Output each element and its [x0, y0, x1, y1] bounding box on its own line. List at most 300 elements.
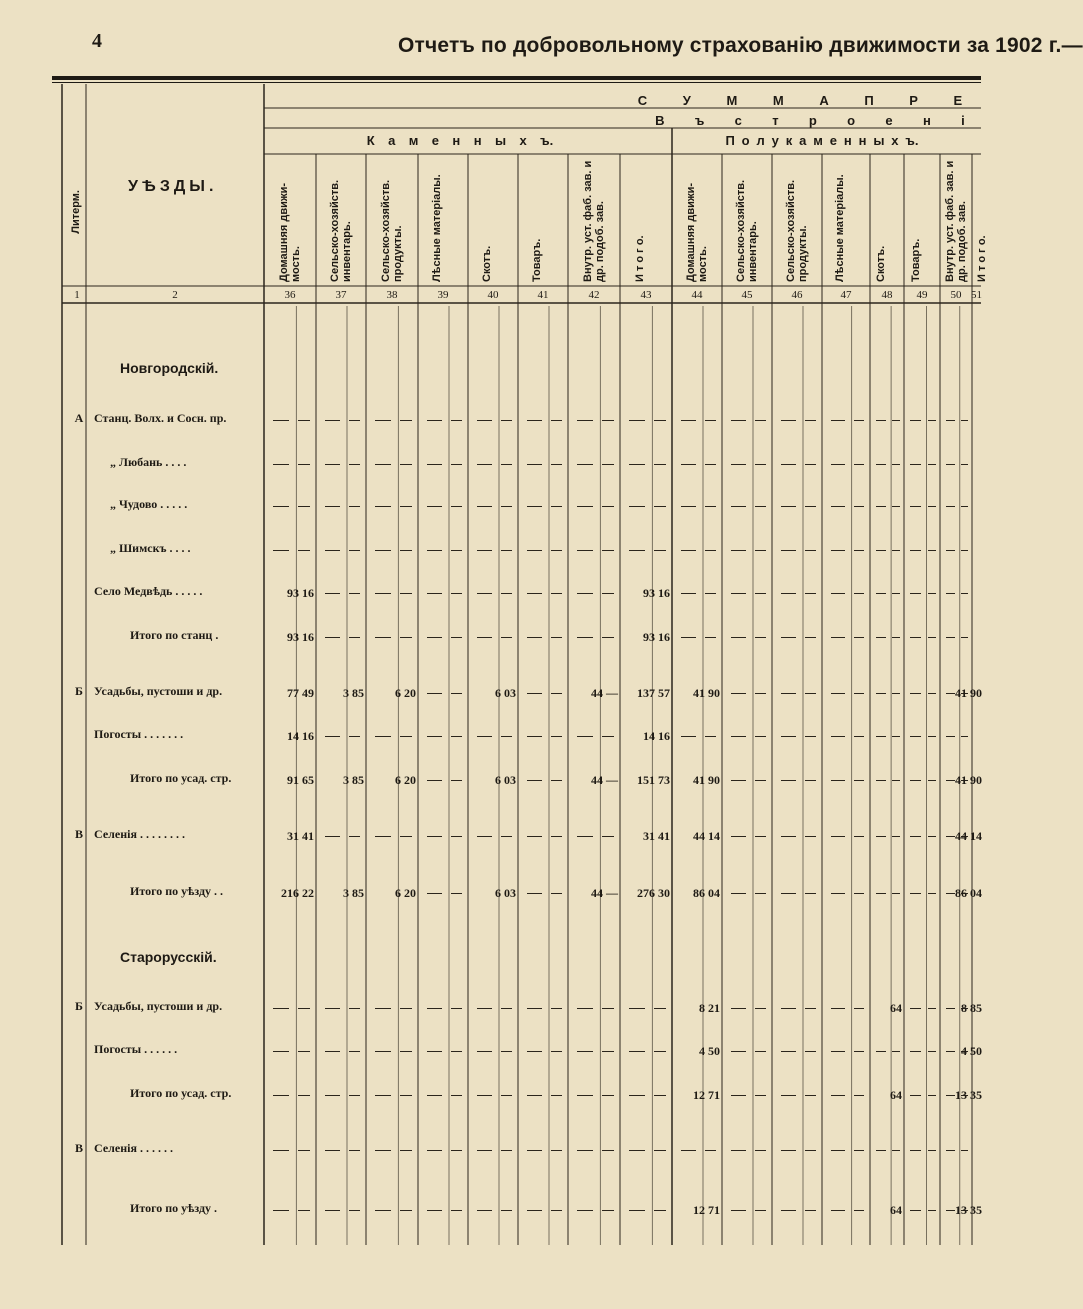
empty-dash — [298, 550, 309, 551]
band-summa-letter: А — [819, 93, 829, 108]
empty-dash — [910, 1095, 921, 1096]
column-header: Сельско-хозяйств. продукты. — [380, 179, 404, 282]
empty-dash — [427, 464, 442, 465]
empty-dash — [325, 1150, 340, 1151]
column-header: И т о г о. — [976, 235, 988, 282]
column-number: 45 — [741, 289, 753, 301]
empty-dash — [629, 1095, 645, 1096]
table-cell: 137 57 — [637, 686, 670, 700]
empty-dash — [577, 550, 593, 551]
row-label: Итого по усад. стр. — [130, 1086, 232, 1100]
empty-dash — [602, 1150, 613, 1151]
empty-dash — [273, 464, 289, 465]
empty-dash — [298, 1051, 309, 1052]
table-cell: 3 85 — [343, 686, 364, 700]
empty-dash — [427, 420, 442, 421]
empty-dash — [876, 464, 886, 465]
table-cell: 44 — — [591, 886, 618, 900]
empty-dash — [298, 420, 309, 421]
group-stone-letter: н — [452, 133, 461, 148]
group-semi-letter: о — [741, 133, 750, 148]
empty-dash — [946, 506, 956, 507]
empty-dash — [731, 1095, 746, 1096]
empty-dash — [400, 1008, 411, 1009]
empty-dash — [781, 593, 796, 594]
row-letter: Б — [75, 999, 83, 1013]
empty-dash — [551, 1095, 562, 1096]
empty-dash — [681, 593, 696, 594]
empty-dash — [349, 420, 360, 421]
empty-dash — [427, 893, 442, 894]
table-cell: 93 16 — [643, 586, 670, 600]
empty-dash — [451, 836, 462, 837]
empty-dash — [375, 420, 391, 421]
empty-dash — [427, 693, 442, 694]
empty-dash — [928, 1150, 936, 1151]
table-cell: 64 — [890, 1001, 902, 1015]
row-letter: В — [74, 1141, 83, 1155]
column-number: 42 — [588, 289, 600, 301]
empty-dash — [755, 780, 766, 781]
empty-dash — [501, 1008, 512, 1009]
empty-dash — [928, 420, 936, 421]
table-cell: 8 85 — [961, 1001, 982, 1015]
empty-dash — [831, 464, 845, 465]
empty-dash — [755, 593, 766, 594]
empty-dash — [477, 464, 492, 465]
empty-dash — [805, 593, 816, 594]
empty-dash — [892, 1150, 899, 1151]
empty-dash — [477, 1210, 492, 1211]
empty-dash — [805, 464, 816, 465]
empty-dash — [400, 1051, 411, 1052]
empty-dash — [451, 593, 462, 594]
empty-dash — [731, 420, 746, 421]
empty-dash — [577, 637, 593, 638]
empty-dash — [527, 693, 542, 694]
empty-dash — [928, 1051, 936, 1052]
empty-dash — [681, 1150, 696, 1151]
band-v-stroeni-letter: т — [772, 113, 779, 128]
empty-dash — [629, 506, 645, 507]
band-summa-letter: С — [637, 93, 648, 108]
empty-dash — [427, 1095, 442, 1096]
row-letter: Б — [75, 684, 83, 698]
empty-dash — [602, 1051, 613, 1052]
empty-dash — [654, 1095, 665, 1096]
empty-dash — [527, 1051, 542, 1052]
empty-dash — [551, 1008, 562, 1009]
column-header: Домашняя движи- мость. — [685, 182, 709, 282]
empty-dash — [961, 736, 968, 737]
empty-dash — [477, 593, 492, 594]
empty-dash — [831, 893, 845, 894]
empty-dash — [755, 420, 766, 421]
empty-dash — [527, 593, 542, 594]
empty-dash — [928, 550, 936, 551]
column-header: Лѣсные матеріалы. — [834, 174, 846, 282]
empty-dash — [501, 736, 512, 737]
group-semi-letter: ы — [873, 133, 885, 148]
band-v-stroeni-letter: о — [847, 113, 856, 128]
empty-dash — [961, 506, 968, 507]
empty-dash — [629, 1150, 645, 1151]
empty-dash — [854, 1095, 865, 1096]
empty-dash — [629, 1051, 645, 1052]
column-header: Товаръ. — [910, 238, 922, 282]
empty-dash — [731, 1008, 746, 1009]
empty-dash — [551, 736, 562, 737]
empty-dash — [602, 1008, 613, 1009]
empty-dash — [501, 550, 512, 551]
empty-dash — [273, 420, 289, 421]
empty-dash — [527, 1095, 542, 1096]
empty-dash — [654, 420, 665, 421]
table-cell: 41 90 — [955, 686, 982, 700]
empty-dash — [755, 1210, 766, 1211]
row-label: Итого по уѣзду . — [130, 1201, 218, 1215]
column-header: Лѣсные матеріалы. — [431, 174, 443, 282]
empty-dash — [273, 1051, 289, 1052]
empty-dash — [551, 550, 562, 551]
empty-dash — [427, 637, 442, 638]
empty-dash — [854, 593, 865, 594]
empty-dash — [805, 506, 816, 507]
empty-dash — [961, 1150, 968, 1151]
empty-dash — [910, 1008, 921, 1009]
band-summa-letter: Е — [953, 93, 963, 108]
empty-dash — [477, 1150, 492, 1151]
empty-dash — [805, 1150, 816, 1151]
table-cell: 31 41 — [643, 829, 670, 843]
empty-dash — [805, 550, 816, 551]
empty-dash — [805, 780, 816, 781]
column-header: Сельско-хозяйств. инвентарь. — [735, 179, 759, 282]
empty-dash — [577, 1051, 593, 1052]
empty-dash — [451, 780, 462, 781]
table-cell: 4 50 — [961, 1044, 982, 1058]
empty-dash — [876, 1150, 886, 1151]
empty-dash — [831, 550, 845, 551]
empty-dash — [928, 637, 936, 638]
empty-dash — [854, 506, 865, 507]
empty-dash — [854, 893, 865, 894]
row-label: „ Любань . . . . — [110, 455, 187, 469]
empty-dash — [273, 550, 289, 551]
empty-dash — [831, 693, 845, 694]
band-v-stroeni-letter: і — [961, 113, 965, 128]
empty-dash — [755, 1051, 766, 1052]
empty-dash — [831, 420, 845, 421]
empty-dash — [527, 420, 542, 421]
empty-dash — [910, 1150, 921, 1151]
empty-dash — [928, 893, 936, 894]
empty-dash — [375, 1095, 391, 1096]
empty-dash — [551, 464, 562, 465]
empty-dash — [781, 780, 796, 781]
empty-dash — [831, 637, 845, 638]
empty-dash — [854, 1051, 865, 1052]
empty-dash — [928, 1008, 936, 1009]
column-header: Скотъ. — [875, 245, 887, 282]
column-header: И т о г о. — [634, 235, 646, 282]
empty-dash — [527, 836, 542, 837]
empty-dash — [602, 550, 613, 551]
band-summa-letter: Р — [909, 93, 918, 108]
group-stone-letter: е — [431, 133, 439, 148]
empty-dash — [298, 1210, 309, 1211]
empty-dash — [551, 836, 562, 837]
empty-dash — [892, 593, 899, 594]
empty-dash — [577, 1095, 593, 1096]
empty-dash — [755, 506, 766, 507]
empty-dash — [451, 1095, 462, 1096]
empty-dash — [501, 420, 512, 421]
band-summa-letter: М — [772, 93, 784, 108]
empty-dash — [805, 736, 816, 737]
empty-dash — [527, 1008, 542, 1009]
empty-dash — [946, 1150, 956, 1151]
empty-dash — [755, 464, 766, 465]
table-cell: 8 21 — [699, 1001, 720, 1015]
empty-dash — [805, 637, 816, 638]
empty-dash — [731, 1150, 746, 1151]
table-cell: 6 03 — [495, 773, 516, 787]
empty-dash — [427, 550, 442, 551]
empty-dash — [477, 836, 492, 837]
empty-dash — [375, 1008, 391, 1009]
empty-dash — [731, 693, 746, 694]
empty-dash — [501, 593, 512, 594]
empty-dash — [400, 1095, 411, 1096]
empty-dash — [629, 1008, 645, 1009]
empty-dash — [892, 637, 899, 638]
column-header: Внутр. уст. фаб. зав. и др. подоб. зав. — [944, 160, 968, 282]
table-cell: 14 16 — [643, 729, 670, 743]
empty-dash — [731, 1210, 746, 1211]
empty-dash — [654, 506, 665, 507]
table-cell: 86 04 — [955, 886, 982, 900]
empty-dash — [831, 1095, 845, 1096]
group-stone-letter: ы — [494, 133, 507, 148]
empty-dash — [349, 637, 360, 638]
empty-dash — [527, 1150, 542, 1151]
empty-dash — [892, 1051, 899, 1052]
empty-dash — [910, 893, 921, 894]
empty-dash — [501, 1095, 512, 1096]
row-label: Итого по уѣзду . . — [130, 884, 224, 898]
empty-dash — [325, 836, 340, 837]
empty-dash — [876, 637, 886, 638]
empty-dash — [577, 593, 593, 594]
empty-dash — [325, 420, 340, 421]
empty-dash — [781, 420, 796, 421]
group-semi-letter: е — [829, 133, 837, 148]
empty-dash — [451, 1210, 462, 1211]
empty-dash — [400, 836, 411, 837]
empty-dash — [781, 736, 796, 737]
empty-dash — [527, 550, 542, 551]
empty-dash — [928, 593, 936, 594]
group-semi — [722, 133, 922, 148]
empty-dash — [755, 1095, 766, 1096]
empty-dash — [602, 420, 613, 421]
row-letter: А — [74, 411, 84, 425]
column-header: Сельско-хозяйств. продукты. — [785, 179, 809, 282]
table-cell: 44 — — [591, 773, 618, 787]
empty-dash — [427, 506, 442, 507]
empty-dash — [854, 464, 865, 465]
empty-dash — [477, 1095, 492, 1096]
empty-dash — [831, 836, 845, 837]
empty-dash — [298, 506, 309, 507]
row-label: Итого по усад. стр. — [130, 771, 232, 785]
empty-dash — [349, 736, 360, 737]
empty-dash — [375, 550, 391, 551]
empty-dash — [298, 1008, 309, 1009]
page-number: 4 — [92, 30, 102, 52]
empty-dash — [527, 1210, 542, 1211]
empty-dash — [602, 464, 613, 465]
empty-dash — [577, 1210, 593, 1211]
empty-dash — [681, 550, 696, 551]
empty-dash — [910, 550, 921, 551]
empty-dash — [928, 1210, 936, 1211]
group-semi-letter: х — [891, 133, 899, 148]
empty-dash — [731, 736, 746, 737]
empty-dash — [854, 780, 865, 781]
table-cell: 3 85 — [343, 773, 364, 787]
empty-dash — [705, 550, 716, 551]
empty-dash — [928, 693, 936, 694]
empty-dash — [910, 693, 921, 694]
empty-dash — [681, 420, 696, 421]
empty-dash — [755, 693, 766, 694]
empty-dash — [910, 1210, 921, 1211]
empty-dash — [705, 464, 716, 465]
band-summa-letter: М — [726, 93, 738, 108]
empty-dash — [910, 637, 921, 638]
empty-dash — [910, 780, 921, 781]
table-cell: 6 03 — [495, 686, 516, 700]
empty-dash — [400, 637, 411, 638]
empty-dash — [705, 506, 716, 507]
empty-dash — [755, 836, 766, 837]
empty-dash — [451, 420, 462, 421]
empty-dash — [781, 1051, 796, 1052]
empty-dash — [961, 593, 968, 594]
empty-dash — [892, 550, 899, 551]
empty-dash — [427, 836, 442, 837]
empty-dash — [451, 637, 462, 638]
empty-dash — [781, 637, 796, 638]
empty-dash — [831, 736, 845, 737]
empty-dash — [349, 550, 360, 551]
band-summa-letter: П — [864, 93, 874, 108]
empty-dash — [551, 420, 562, 421]
empty-dash — [577, 836, 593, 837]
empty-dash — [946, 637, 956, 638]
row-label: Селенія . . . . . . . . — [94, 827, 185, 841]
empty-dash — [349, 1095, 360, 1096]
empty-dash — [831, 593, 845, 594]
empty-dash — [910, 420, 921, 421]
empty-dash — [910, 464, 921, 465]
empty-dash — [602, 593, 613, 594]
empty-dash — [805, 1210, 816, 1211]
column-number: 41 — [537, 289, 549, 301]
region-col-header: УѢЗДЫ. — [128, 178, 218, 195]
empty-dash — [602, 506, 613, 507]
empty-dash — [501, 506, 512, 507]
empty-dash — [602, 736, 613, 737]
column-number: 46 — [791, 289, 803, 301]
table-cell: 44 — — [591, 686, 618, 700]
empty-dash — [375, 1150, 391, 1151]
empty-dash — [854, 693, 865, 694]
empty-dash — [892, 506, 899, 507]
table-cell: 6 03 — [495, 886, 516, 900]
column-header: Внутр. уст. фаб. зав. и др. подоб. зав. — [582, 160, 606, 282]
empty-dash — [273, 506, 289, 507]
empty-dash — [876, 836, 886, 837]
empty-dash — [781, 1008, 796, 1009]
column-number: 37 — [335, 289, 347, 301]
empty-dash — [876, 736, 886, 737]
row-label: „ Чудово . . . . . — [110, 497, 188, 511]
group-semi-letter: ъ. — [905, 133, 919, 148]
group-stone-letter: х — [519, 133, 527, 148]
empty-dash — [731, 1051, 746, 1052]
page-title: Отчетъ по добровольному страхованію движимости за 1902 г.— — [398, 34, 1083, 57]
empty-dash — [629, 420, 645, 421]
empty-dash — [654, 464, 665, 465]
empty-dash — [892, 693, 899, 694]
empty-dash — [755, 1008, 766, 1009]
table-cell: 93 16 — [287, 586, 314, 600]
row-label: „ Шимскъ . . . . — [110, 541, 191, 555]
empty-dash — [375, 1210, 391, 1211]
band-v-stroeni-letter: ъ — [694, 113, 705, 128]
empty-dash — [477, 506, 492, 507]
empty-dash — [325, 637, 340, 638]
column-number: 43 — [640, 289, 652, 301]
empty-dash — [705, 1150, 716, 1151]
empty-dash — [705, 736, 716, 737]
empty-dash — [629, 1210, 645, 1211]
empty-dash — [349, 1008, 360, 1009]
empty-dash — [654, 1051, 665, 1052]
table-cell: 77 49 — [287, 686, 314, 700]
empty-dash — [427, 1008, 442, 1009]
empty-dash — [876, 593, 886, 594]
empty-dash — [705, 593, 716, 594]
column-header: Домашняя движи- мость. — [278, 182, 302, 282]
table-cell: 93 16 — [643, 630, 670, 644]
empty-dash — [427, 593, 442, 594]
empty-dash — [892, 464, 899, 465]
group-semi-letter: к — [785, 133, 793, 148]
empty-dash — [349, 506, 360, 507]
empty-dash — [876, 780, 886, 781]
empty-dash — [501, 836, 512, 837]
table-cell: 41 90 — [693, 686, 720, 700]
empty-dash — [325, 1095, 340, 1096]
empty-dash — [876, 420, 886, 421]
empty-dash — [325, 1051, 340, 1052]
table-cell: 93 16 — [287, 630, 314, 644]
empty-dash — [501, 637, 512, 638]
